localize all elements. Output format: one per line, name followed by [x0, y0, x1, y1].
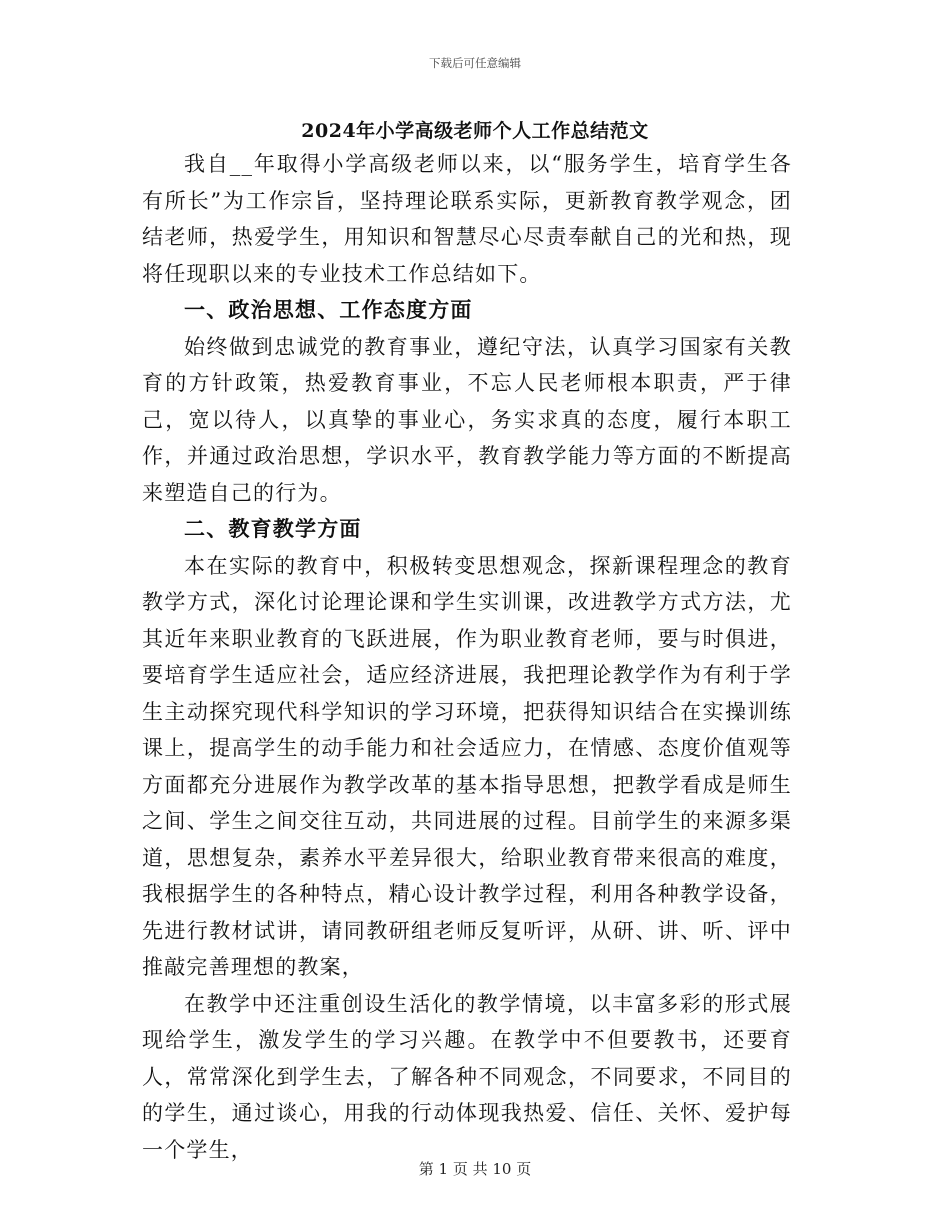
document-body: [142, 146, 792, 1168]
section-heading: 一、政治思想、工作态度方面: [184, 297, 473, 322]
body-paragraph: 本在实际的教育中，积极转变思想观念，探新课程理念的教育教学方式，深化讨论理论课和学生实训课，改进教学方式方法，尤其近年来职业教育的飞跃进展，作为职业教育老师，要与时俱进，要培育学生适应社会，适应经济进展，我把理论教学作为有利于学生主动探究现代科学知识的学习环境，把获得知识结合在实操训练课上，提高学生的动手能力和社会适应力，在情感、态度价值观等方面都充分进展作为教学改革的基本指导思想，把教学看成是师生之间、学生之间交往互动，共同进展的过程。目前学生的来源多渠道，思想复杂，素养水平差异很大，给职业教育带来很高的难度，我根据学生的各种特点，精心设计教学过程，利用各种教学设备，先进行教材试讲，请同教研组老师反复听评，从研、讲、听、评中推敲完善理想的教案，: [142, 553, 792, 979]
body-paragraph: 始终做到忠诚党的教育事业，遵纪守法，认真学习国家有关教育的方针政策，热爱教育事业，不忘人民老师根本职责，严于律己，宽以待人，以真挚的事业心，务实求真的态度，履行本职工作，并通过政治思想，学识水平，教育教学能力等方面的不断提高来塑造自己的行为。: [142, 334, 792, 505]
document-title: 2024年小学高级老师个人工作总结范文: [301, 120, 649, 142]
page-number-footer: 第 1 页 共 10 页: [418, 1160, 532, 1178]
page-header-note: 下载后可任意编辑: [429, 56, 521, 70]
body-paragraph: 在教学中还注重创设生活化的教学情境，以丰富多彩的形式展现给学生，激发学生的学习兴趣。在教学中不但要教书，还要育人，常常深化到学生去，了解各种不同观念，不同要求，不同目的的学生，通过谈心，用我的行动体现我热爱、信任、关怀、爱护每一个学生，: [142, 991, 792, 1162]
body-paragraph: 我自__年取得小学高级老师以来，以“服务学生，培育学生各有所长”为工作宗旨，坚持理论联系实际，更新教育教学观念，团结老师，热爱学生，用知识和智慧尽心尽责奉献自己的光和热，现将任现职以来的专业技术工作总结如下。: [142, 152, 792, 286]
section-heading: 二、教育教学方面: [184, 516, 362, 541]
